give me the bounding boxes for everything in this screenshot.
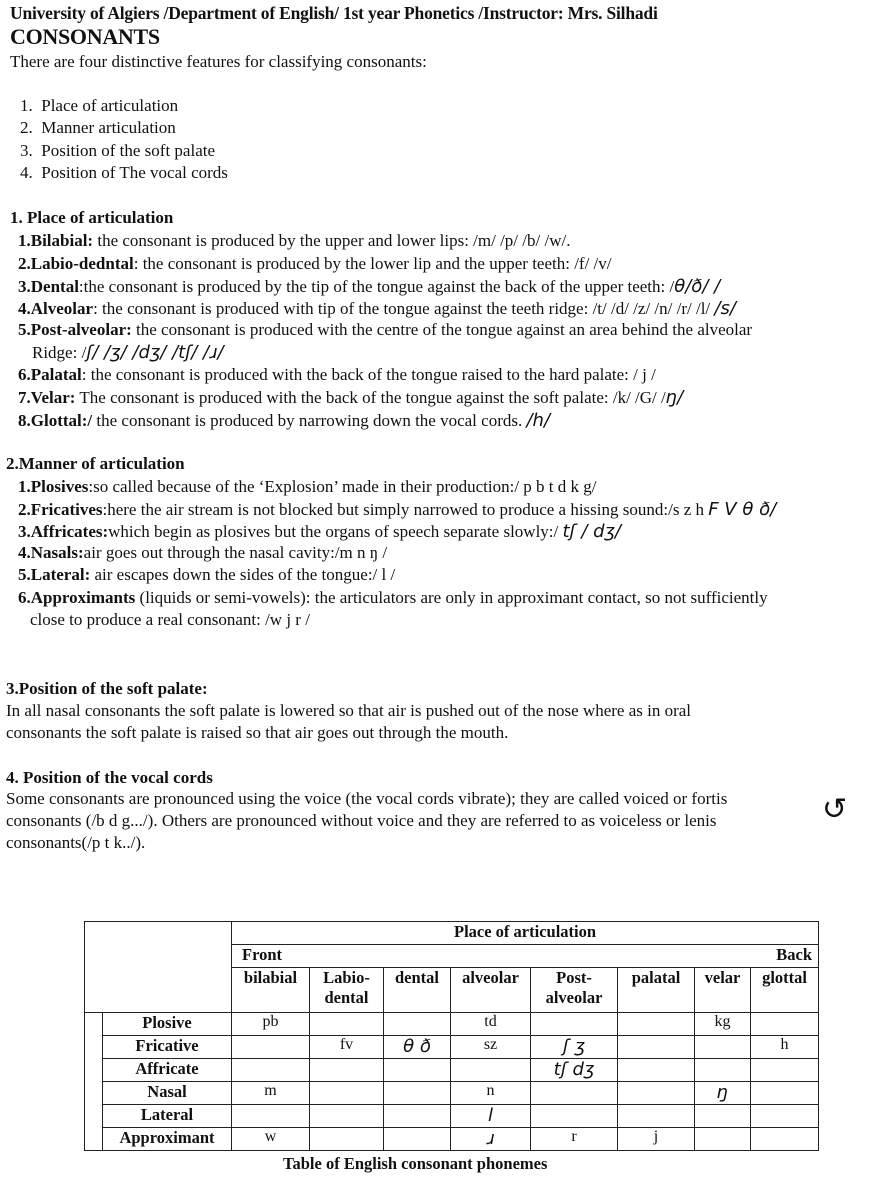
table-cell: [695, 1128, 751, 1151]
row-label: Nasal: [103, 1082, 232, 1105]
table-cell: l: [451, 1105, 531, 1128]
page-title: CONSONANTS: [10, 24, 160, 49]
table-cell: [310, 1128, 384, 1151]
table-caption: Table of English consonant phonemes: [283, 1154, 548, 1173]
manner-item-approximants: 6.Approximants (liquids or semi-vowels): the articulators are only in approximant contact, so not sufficiently: [18, 588, 768, 607]
table-cell: [751, 1082, 819, 1105]
table-cell: ŋ: [695, 1082, 751, 1105]
course-header: University of Algiers /Department of English/ 1st year Phonetics /Instructor: Mrs. Silhadi: [10, 3, 658, 23]
table-cell: [751, 1128, 819, 1151]
table-cell: [384, 1128, 451, 1151]
table-cell: [384, 1013, 451, 1036]
table-row: [85, 1105, 819, 1128]
table-cell: m: [232, 1082, 310, 1105]
table-cell: tʃ dʒ: [531, 1059, 618, 1082]
swap-arrow-icon: ↺: [822, 792, 848, 827]
manner-item-nasals: 4.Nasals:air goes out through the nasal cavity:/m n ŋ /: [18, 543, 388, 562]
table-cell: kg: [695, 1013, 751, 1036]
table-cell: [310, 1059, 384, 1082]
table-cell: j: [618, 1128, 695, 1151]
table-row: [85, 1082, 819, 1105]
table-cell: [232, 1036, 310, 1059]
table-cell: [451, 1059, 531, 1082]
table-cell: [751, 1013, 819, 1036]
table-cell: [618, 1013, 695, 1036]
place-item-dental: 3.Dental:the consonant is produced by the tip of the tongue against the back of the upper teeth: /θ/ð/ /: [18, 276, 721, 297]
column-header: glottal: [751, 968, 819, 1013]
table-cell: [618, 1082, 695, 1105]
table-cell: r: [531, 1128, 618, 1151]
table-cell: [618, 1059, 695, 1082]
table-cell: [384, 1105, 451, 1128]
table-cell: θ ð: [384, 1036, 451, 1059]
consonant-table: [84, 921, 819, 1151]
column-header: velar: [695, 968, 751, 1013]
table-cell: [232, 1105, 310, 1128]
place-item-postalveolar: 5.Post-alveolar: the consonant is produced with the centre of the tongue against an area behind the alveolar: [18, 320, 753, 339]
soft-palate-text: In all nasal consonants the soft palate is lowered so that air is pushed out of the nose where as in oral: [6, 701, 692, 720]
table-cell: [384, 1059, 451, 1082]
row-label: Lateral: [103, 1105, 232, 1128]
handwritten-note: ʃ/ /ʒ/ /dʒ/ /tʃ/ /ɹ/: [86, 342, 224, 363]
feature-list-item: 3. Position of the soft palate: [20, 141, 216, 160]
table-cell: h: [751, 1036, 819, 1059]
table-cell: ʃ ʒ: [531, 1036, 618, 1059]
row-spacer: [85, 1013, 103, 1151]
place-item-postalveolar-ridge: Ridge: /ʃ/ /ʒ/ /dʒ/ /tʃ/ /ɹ/: [32, 342, 224, 363]
table-cell: n: [451, 1082, 531, 1105]
manner-item-lateral: 5.Lateral: air escapes down the sides of the tongue:/ l /: [18, 565, 396, 584]
table-row: [85, 1059, 819, 1082]
table-cell: [751, 1059, 819, 1082]
manner-item-fricatives: 2.Fricatives:here the air stream is not blocked but simply narrowed to produce a hissing sound:/s z h F V θ ð/: [18, 499, 777, 520]
section-heading-soft-palate: 3.Position of the soft palate:: [6, 679, 208, 698]
front-label: Front: [242, 945, 283, 964]
column-header: bilabial: [232, 968, 310, 1013]
table-cell: [310, 1013, 384, 1036]
manner-item-approximants-cont: close to produce a real consonant: /w j r /: [30, 610, 310, 629]
column-header: dental: [384, 968, 451, 1013]
table-corner-cell: [85, 922, 232, 1013]
section-heading-place: 1. Place of articulation: [10, 208, 174, 227]
table-cell: [310, 1105, 384, 1128]
column-header: palatal: [618, 968, 695, 1013]
feature-list-item: 2. Manner articulation: [20, 118, 176, 137]
table-cell: pb: [232, 1013, 310, 1036]
column-header: alveolar: [451, 968, 531, 1013]
place-item-glottal: 8.Glottal:/ the consonant is produced by narrowing down the vocal cords. /h/: [18, 410, 551, 431]
table-cell: sz: [451, 1036, 531, 1059]
table-cell: [695, 1059, 751, 1082]
table-row: [85, 1013, 819, 1036]
front-back-row: [232, 945, 819, 968]
vocal-cords-text: Some consonants are pronounced using the voice (the vocal cords vibrate); they are called voiced or fortis: [6, 789, 728, 808]
place-item-palatal: 6.Palatal: the consonant is produced with the back of the tongue raised to the hard palate: / j /: [18, 365, 656, 384]
feature-list-item: 1. Place of articulation: [20, 96, 179, 115]
table-row: [85, 1128, 819, 1151]
intro-text: There are four distinctive features for classifying consonants:: [10, 52, 427, 71]
manner-item-affricates: 3.Affricates:which begin as plosives but the organs of speech separate slowly:/ tʃ / dʒ/: [18, 521, 621, 542]
section-heading-vocal-cords: 4. Position of the vocal cords: [6, 768, 213, 787]
manner-item-plosives: 1.Plosives:so called because of the ‘Explosion’ made in their production:/ p b t d k g/: [18, 477, 597, 496]
table-cell: [695, 1036, 751, 1059]
table-cell: [695, 1105, 751, 1128]
row-label: Fricative: [103, 1036, 232, 1059]
handwritten-note: /s/: [714, 298, 736, 319]
table-cell: [310, 1082, 384, 1105]
handwritten-note: F V θ ð/: [708, 499, 777, 520]
handwritten-note: θ/ð/ /: [674, 276, 721, 297]
table-row: [85, 1036, 819, 1059]
table-cell: td: [451, 1013, 531, 1036]
table-cell: ɹ: [451, 1128, 531, 1151]
table-cell: [618, 1105, 695, 1128]
table-cell: [618, 1036, 695, 1059]
table-cell: [531, 1082, 618, 1105]
place-item-bilabial: 1.Bilabial: the consonant is produced by the upper and lower lips: /m/ /p/ /b/ /w/.: [18, 231, 571, 250]
vocal-cords-text: consonants (/b d g.../). Others are pronounced without voice and they are referred to as voiceless or lenis: [6, 811, 717, 830]
place-item-labiodental: 2.Labio-dedntal: the consonant is produced by the lower lip and the upper teeth: /f/ /v/: [18, 254, 612, 273]
section-heading-manner: 2.Manner of articulation: [6, 454, 185, 473]
table-cell: [531, 1013, 618, 1036]
row-label: Affricate: [103, 1059, 232, 1082]
place-item-velar: 7.Velar: The consonant is produced with the back of the tongue against the soft palate: /k/ /G/ /ŋ/: [18, 387, 684, 408]
row-label: Approximant: [103, 1128, 232, 1151]
column-header: Post-alveolar: [531, 968, 618, 1013]
table-cell: w: [232, 1128, 310, 1151]
soft-palate-text: consonants the soft palate is raised so that air goes out through the mouth.: [6, 723, 509, 742]
table-cell: [232, 1059, 310, 1082]
column-header: Labio-dental: [310, 968, 384, 1013]
handwritten-note: tʃ / dʒ/: [562, 521, 621, 542]
table-cell: [751, 1105, 819, 1128]
handwritten-note: ŋ/: [665, 387, 684, 408]
place-header: Place of articulation: [232, 922, 819, 945]
table-cell: [384, 1082, 451, 1105]
vocal-cords-text: consonants(/p t k../).: [6, 833, 146, 852]
row-label: Plosive: [103, 1013, 232, 1036]
table-cell: [531, 1105, 618, 1128]
back-label: Back: [776, 945, 813, 964]
feature-list-item: 4. Position of The vocal cords: [20, 163, 228, 182]
table-cell: fv: [310, 1036, 384, 1059]
handwritten-note: /h/: [526, 410, 551, 431]
place-item-alveolar: 4.Alveolar: the consonant is produced with tip of the tongue against the teeth ridge: /t/ /d/ /z/ /n/ /r/ /l/ /s/: [18, 298, 736, 319]
